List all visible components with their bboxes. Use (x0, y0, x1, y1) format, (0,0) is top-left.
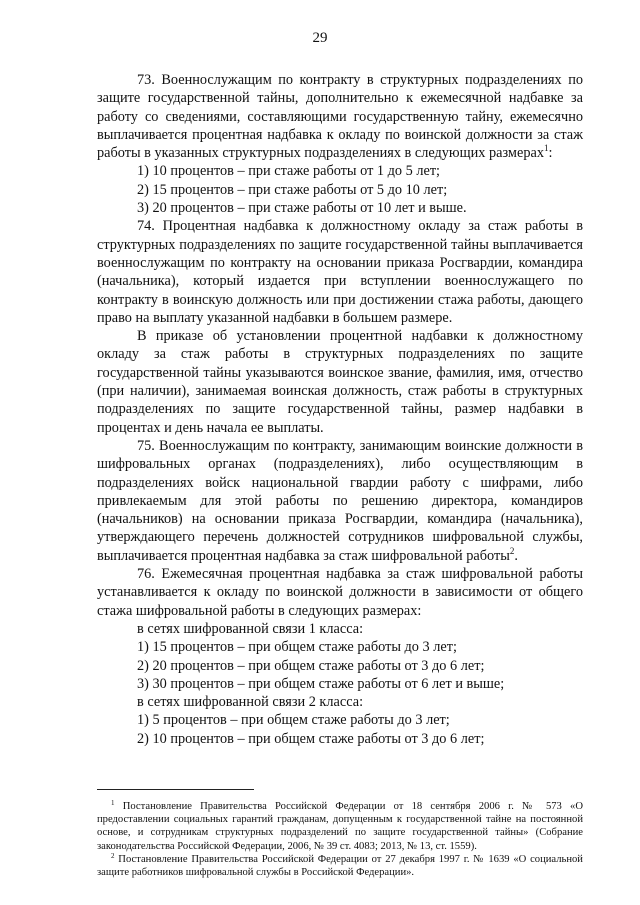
class-2-label: в сетях шифрованной связи 2 класса: (137, 694, 364, 711)
paragraph-73-tail: : (548, 145, 553, 162)
footnote-divider (97, 789, 254, 790)
paragraph-74-order: В приказе об установлении процентной надбавки к должностному окладу за стаж работы в структурных подразделениях по защите государственной тайны указываются воинское звание, фамилия, имя, отчество (при наличии), занимаемая воинская должность, стаж работы в структурных подразделениях по защите государственной тайны, размер надбавки в процентах и день начала ее выплаты. (97, 328, 583, 436)
list-item: 3) 30 процентов – при общем стаже работы от 6 лет и выше; (137, 675, 505, 692)
paragraph-75-tail: . (514, 547, 518, 564)
paragraph-74: 74. Процентная надбавка к должностному окладу за стаж работы в структурных подразделениях по защите государственной тайны выплачивается военнослужащим по контракту на основании приказа Росгвардии, командира (начальника), который издается при вступлении военнослужащего по контракту в воинскую должность или при достижении стажа работы, дающего право на выплату указанной надбавки в большем размере. (97, 218, 583, 326)
paragraph-73 (97, 71, 583, 162)
list-item: 3) 20 процентов – при стаже работы от 10 лет и выше. (137, 200, 467, 217)
page-number: 29 (312, 30, 328, 46)
footnote-text: Постановление Правительства Российской Федерации от 18 сентября 2006 г. № 573 «О предоставлении социальных гарантий гражданам, допущенным к государственной тайне на постоянной основе, и сотрудникам структурных подразделений по защите государственной тайны» (Собрание законодательства Российской Федерации, 2006, № 39 ст. 4083; 2013, № 13, ст. 1559). (97, 801, 583, 852)
footnote-ref-2: 2 (509, 545, 515, 556)
list-item: 1) 15 процентов – при общем стаже работы до 3 лет; (137, 639, 457, 656)
footnote-text: Постановление Правительства Российской Федерации от 27 декабря 1997 г. № 1639 «О социальной защите работников шифровальной службы в Российской Федерации». (97, 853, 583, 879)
document-body (97, 71, 583, 748)
list-item: 1) 10 процентов – при стаже работы от 1 до 5 лет; (137, 163, 441, 180)
footnote-mark: 1 (111, 799, 115, 807)
paragraph-75 (97, 437, 583, 565)
footnote-mark: 2 (111, 851, 115, 860)
footnote-1 (97, 800, 583, 853)
class-1-label: в сетях шифрованной связи 1 класса: (137, 620, 364, 637)
footnotes (97, 800, 583, 879)
paragraph-73-text: 73. Военнослужащим по контракту в структурных подразделениях по защите государственной тайны, дополнительно к ежемесячной надбавке за работу со сведениями, составляющими государственную тайну, ежемесячно выплачивается процентная надбавка к окладу по воинской должности за стаж работы в указанных структурных подразделениях в следующих размерах (97, 72, 583, 162)
paragraph-75-text: 75. Военнослужащим по контракту, занимающим воинские должности в шифровальных органах (подразделениях), либо осуществляющим в подразделениях войск национальной гвардии работу с шифрами, либо привлекаемым для этой работы по решению директора, командиров (начальников) на основании приказа Росгвардии, командира (начальника), утверждающего перечень должностей сотрудников шифровальной службы, выплачивается процентная надбавка за стаж шифровальной работы (97, 437, 583, 564)
footnote-ref-1: 1 (543, 143, 549, 154)
paragraph-76: 76. Ежемесячная процентная надбавка за стаж шифровальной работы устанавливается к окладу по воинской должности в зависимости от общего стажа шифровальной работы в следующих размерах: (97, 566, 583, 619)
footnote-2 (97, 853, 583, 879)
list-item: 2) 20 процентов – при общем стаже работы от 3 до 6 лет; (137, 657, 485, 674)
list-item: 2) 15 процентов – при стаже работы от 5 до 10 лет; (137, 181, 448, 198)
list-item: 1) 5 процентов – при общем стаже работы до 3 лет; (137, 712, 450, 729)
list-item: 2) 10 процентов – при общем стаже работы от 3 до 6 лет; (137, 730, 485, 747)
